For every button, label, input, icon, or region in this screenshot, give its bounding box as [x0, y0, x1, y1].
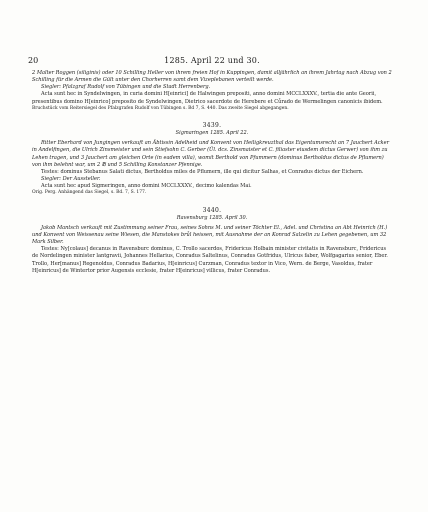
charter-text: Acta sunt hec apud Sigmeringen, anno domini MCCLXXXV., decimo kalendas Mai. [41, 183, 252, 190]
charter-regest: Jakob Mantsch verkauft mit Zustimmung seiner Frau, seines Sohns M. und seiner Töchter El., Adel. und Christina an Abt Heinrich (H.) und Konvent von Weissenau seine Wiesen, die Manstokes brůl heissen, mit Ausnahme der an Konrad Salzelin zu Lehen gegebenen, um 32 Mark Silber. [32, 224, 388, 246]
source-note: Orig. Perg. Anhängend das Siegel, s. Bd. 7, S. 177. [32, 190, 147, 196]
page-header [28, 56, 396, 68]
charter-number: 3439. [202, 122, 222, 130]
charter-dateline: Sigmaringen 1285. April 22. [175, 130, 249, 137]
witness-list: Testes: Ny[colaus] decanus in Ravensburc dominus, C. Trollo sacerdos, Fridericus Holbain minister civitatis in Ravensburc, Fridericus de Nordelingen minister lantgravii, Johannes Hellarius, Conradus Saltelinus, Conradus Gotfridus, Ulricus faber, Wolfgagarius senior, Eber. Trollo, Her[manus] Regenoldus, Conradus Badarius, H[einricus] Curzman, Conradus textor in Vico, Wern. de Berge, Vasoldus, frater H[einricus] de Wintertor prior Augensis ecclesie, frater H[einricus] villicus, frater Conradus. [32, 246, 388, 274]
charter-regest: Ritter Eberhard von Jungingen verkauft an Äbtissin Adelheid und Konvent von Heiligkreuzthal das Eigentumsrecht an 7 Jauchert Acker in Andelfingen, die Ulrich Zinsmeister und sein Stiefsohn C. Gerber (Ül. dcs. Zinsmaister et C. filiaster eiusdem dictus Gerwer) von ihm zu Lehen tragen, und 3 Jauchert am gleichen Orte (in eadem villa), womit Berthold von Pfummern (dominus Bertholdus dictus de Pflumern) von ihm belehnt war, um 2 ℔ und 5 Schilling Konstanzer Pfennige. [32, 140, 390, 168]
sealer-line: Siegler: Pfalzgraf Rudolf von Tübingen und die Stadt Herrenberg. [41, 84, 211, 91]
charter-text: Acta sunt hec in Syndelwingen, in curia domini H[einrici] de Halwingen prepositi, anno domini MCCLXXXV., tertia die ante Georii, presentibus domino H[einrico] preposito de Syndelwingen, Dietrico sacerdote de Herebere et Cůrado de Wermelingen canonicis ibidem. [32, 91, 383, 105]
source-note: Bruchstück vom Reitersiegel des Pfalzgrafen Rudolf von Tübingen s. Bd 7, S. 440. Das zweite Siegel abgegangen. [32, 105, 289, 111]
charter-number: 3440. [202, 206, 222, 214]
charter-dateline: Ravensburg 1285. April 30. [176, 214, 248, 221]
charter-3439 [32, 121, 392, 197]
witness-list: Testes: dominus Stebanus Salati dictus, Bertholdus miles de Pflumern, ille qui dicitur Salhas, et Conradus dictus der Eichern. [41, 168, 364, 175]
running-head: 1285. April 22 und 30. [164, 56, 260, 65]
previous-charter-continuation [32, 70, 392, 112]
page-content [32, 70, 392, 275]
sealer-line: Siegler: Der Aussteller. [41, 176, 101, 183]
page-number: 20 [28, 56, 39, 65]
regest-continuation: 2 Malter Roggen (siliginis) oder 10 Schilling Heller von ihrem freien Hof in Kuppingen, damit alljährlich an ihrem Jahrtag nach Abzug von 2 Schilling für die Armen die Gült unter den Chorherren samt dem Vizeplebanen verteilt werde. [32, 70, 392, 84]
charter-3440 [32, 206, 392, 275]
